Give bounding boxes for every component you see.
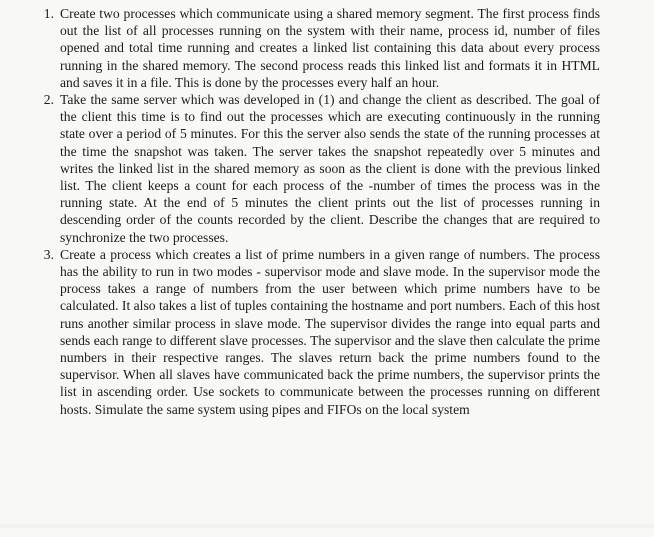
item-text: Create two processes which communicate using a shared memory segment. The first process finds out the list of all processes running on the system with their name, process id, number of files opened and total time running and creates a linked list containing this data about every process running in the shared memory. The second process reads this linked list and formats it in HTML and saves it in a file. This is done by the processes every half an hour. — [60, 6, 600, 90]
item-number: 3. — [43, 246, 54, 262]
scan-artifact — [0, 523, 654, 529]
list-item-2 — [30, 91, 600, 246]
item-number: 2. — [43, 92, 54, 108]
list-item-1 — [30, 5, 600, 91]
list-item-3 — [30, 246, 600, 418]
item-text: Create a process which creates a list of prime numbers in a given range of numbers. The process has the ability to run in two modes - supervisor mode and slave mode. In the supervisor mode the process takes a range of numbers from the user between which prime numbers have to be calculated. It also takes a list of tuples containing the hostname and port numbers. Each of this host runs another similar process in slave mode. The supervisor divides the range into equal parts and sends each range to different slave processes. The supervisor and the slave then calculate the prime numbers in their respective ranges. The slaves return back the prime numbers found to the supervisor. When all slaves have communicated back the prime numbers, the supervisor prints the list in ascending order. Use sockets to communicate between the processes running on different hosts. Simulate the same system using pipes and FIFOs on the local system — [60, 246, 600, 417]
item-number: 1. — [43, 6, 54, 21]
question-list — [30, 5, 600, 418]
item-text: Take the same server which was developed in (1) and change the client as described. The goal of the client this time is to find out the processes which are executing continuously in the running state over a period of 5 minutes. For this the server also sends the state of the running processes at the time the snapshot was taken. The server takes the snapshot repeatedly over 5 minutes and writes the linked list in the shared memory as soon as the client is done with the previous linked list. The client keeps a count for each process of the -number of times the process was in the running state. At the end of 5 minutes the client prints out the list of processes running in descending order of the counts recorded by the client. Describe the changes that are required to synchronize the two processes. — [60, 92, 600, 245]
